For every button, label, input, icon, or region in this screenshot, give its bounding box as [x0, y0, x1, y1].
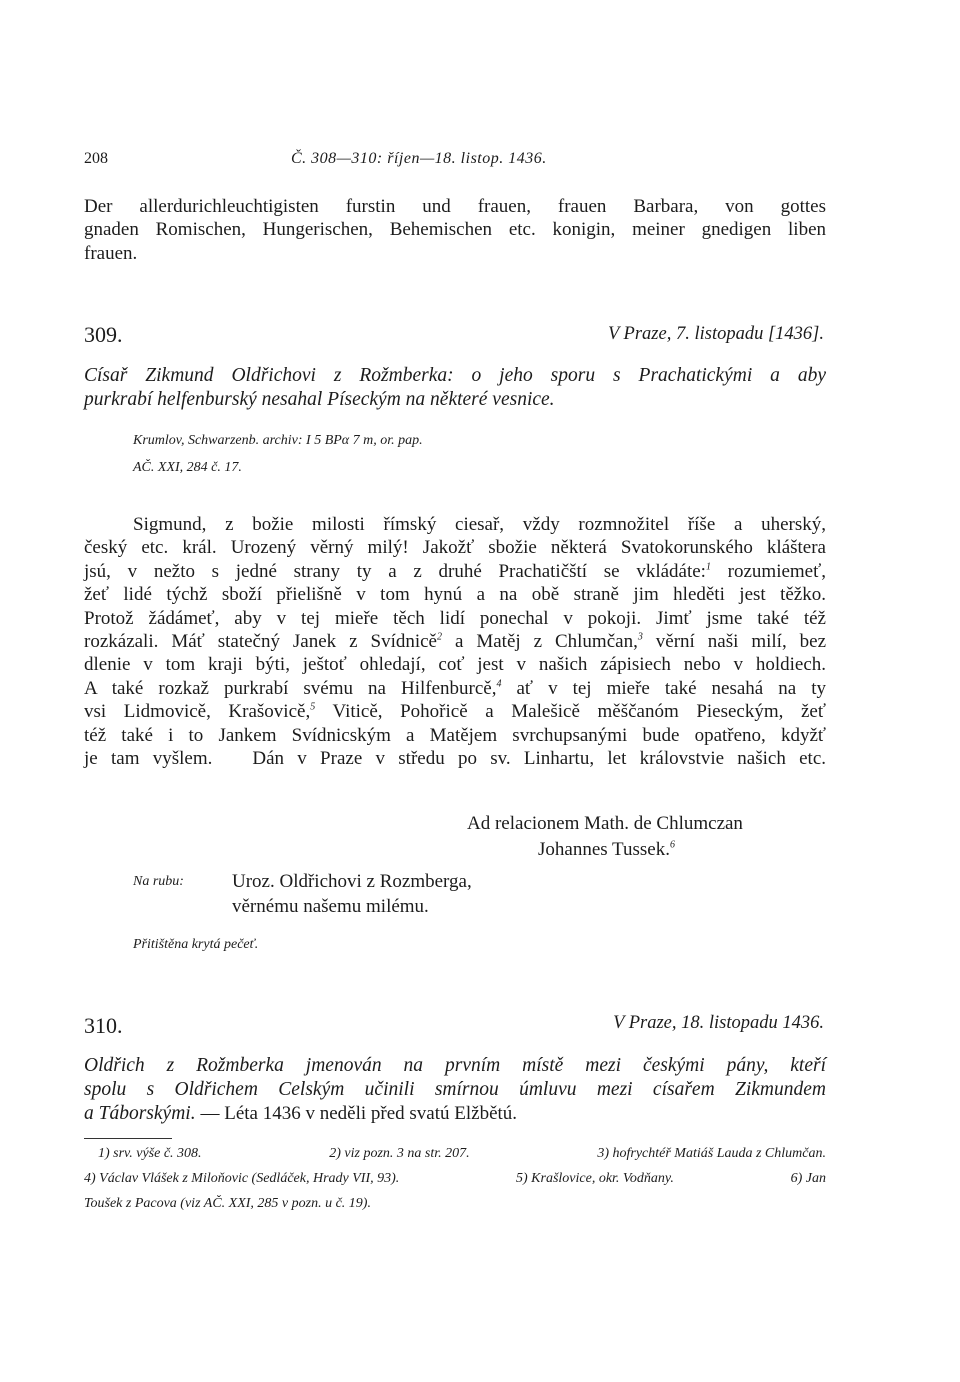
footnote-separator	[84, 1138, 172, 1139]
chancery-note-2	[538, 838, 675, 861]
scribe-name: Johannes Tussek.	[538, 839, 670, 860]
text-line	[84, 700, 826, 723]
text-segment: vsi Lidmovicě, Krašovicě,	[84, 701, 311, 723]
dateline-310: V Praze, 18. listopadu 1436.	[613, 1013, 824, 1033]
text-segment: je tam vyšlem.	[84, 748, 213, 770]
address-line: gnaden Romischen, Hungerischen, Behemischen etc. konigin, meiner gnedigen liben	[84, 219, 826, 241]
text-segment: Viticě, Pohořicě a Malešicě měščanóm Pieseckým, žeť	[332, 701, 826, 723]
text-segment: a Matěj z Chlumčan,	[454, 631, 638, 653]
text-segment: A také rozkaž purkrabí svému na Hilfenburcě,	[84, 677, 497, 699]
footnote-row	[84, 1191, 826, 1216]
verso-address-2: věrnému našemu milému.	[232, 896, 429, 917]
footnote-row	[84, 1166, 826, 1191]
footnote-ref: 6	[669, 839, 675, 851]
regest-310	[84, 1054, 826, 1126]
footnote-ref: 2	[437, 631, 442, 643]
regest-line: purkrabí helfenburský nesahal Píseckým na některé vesnice.	[84, 389, 555, 410]
text-line: dlenie v tom kraji býti, ještoť ohledají, coť jest v našich zápisiech nebo v holdiech.	[84, 654, 826, 676]
footnote-ref: 5	[310, 701, 316, 713]
footnote-6: 6) Jan	[790, 1171, 826, 1186]
text-line	[84, 560, 826, 583]
footnote-ref: 4	[496, 678, 502, 690]
footnote-ref: 1	[705, 561, 711, 573]
seal-note: Přitištěna krytá pečeť.	[133, 937, 259, 952]
running-title: Č. 308—310: říjen—18. listop. 1436.	[291, 150, 547, 167]
prev-letter-address	[84, 195, 826, 265]
footnote-2: 2) viz pozn. 3 na str. 207.	[329, 1146, 470, 1161]
text-line	[84, 747, 826, 770]
document-number-310: 310.	[84, 1013, 123, 1038]
text-line: žeť lidé týchž sboží přielišně v tom hynú a na obě straně jim hleděti jest těžko.	[84, 584, 826, 606]
footnote-3: 3) hofrychtéř Matiáš Lauda z Chlumčan.	[597, 1146, 826, 1161]
regest-line	[84, 1102, 826, 1126]
text-segment: rozkázali. Máť statečný Janek z Svídnicě	[84, 631, 437, 653]
footnote-5: 5) Krašlovice, okr. Vodňany.	[516, 1171, 674, 1186]
footnotes	[84, 1141, 826, 1216]
document-number-309: 309.	[84, 322, 123, 347]
verso-label: Na rubu:	[133, 874, 184, 889]
regest-segment: a Táborskými.	[84, 1103, 196, 1124]
footnote-ref: 3	[637, 631, 643, 643]
archive-source: Krumlov, Schwarzenb. archiv: I 5 BPα 7 m, or. pap.	[133, 433, 423, 448]
footnote-6-cont: Toušek z Pacova (viz AČ. XXI, 285 v pozn. u č. 19).	[84, 1196, 371, 1211]
regest-line: spolu s Oldřichem Celským učinili smírnou úmluvu mezi císařem Zikmundem	[84, 1079, 826, 1100]
text-segment: rozumiemeť,	[727, 560, 826, 582]
verso-address-1: Uroz. Oldřichovi z Rozmberga,	[232, 871, 472, 892]
text-line	[84, 677, 826, 700]
regest-309	[84, 364, 826, 412]
chancery-note-1: Ad relacionem Math. de Chlumczan	[467, 813, 743, 834]
text-line: Sigmund, z božie milosti římský ciesař, vždy rozmnožitel říše a uherský,	[133, 514, 826, 535]
text-line: též také i to Jankem Svídnicským a Matějem svrchupsanými bude opatřeno, kdyžť	[84, 724, 826, 746]
footnote-4: 4) Václav Vlášek z Miloňovic (Sedláček, Hrady VII, 93).	[84, 1171, 400, 1186]
regest-line: Císař Zikmund Oldřichovi z Rožmberka: o jeho sporu s Prachatickými a aby	[84, 365, 826, 386]
regest-line: Oldřich z Rožmberka jmenován na prvním místě mezi českými pány, kteří	[84, 1055, 826, 1076]
text-line: český etc. král. Urozený věrný milý! Jakožť sbožie některá Svatokorunského kláštera	[84, 537, 826, 559]
letter-text-309	[84, 513, 826, 770]
edition-reference: AČ. XXI, 284 č. 17.	[133, 460, 242, 475]
text-segment: věrní naši milí, bez	[655, 631, 827, 653]
text-segment: jsú, v nežto s jedné strany ty a z druhé Prachatičští se vkládáte:	[84, 560, 706, 582]
page-number: 208	[84, 150, 108, 167]
dating-clause: Dán v Praze v středu po sv. Linhartu, let královstvie našich etc.	[252, 748, 826, 770]
text-segment: ať v tej mieře také nesahá na ty	[516, 677, 826, 699]
dateline-309: V Praze, 7. listopadu [1436].	[607, 324, 824, 344]
date-formula: — Léta 1436 v neděli před svatú Elžbětú.	[200, 1103, 518, 1124]
address-line: frauen.	[84, 242, 138, 264]
address-line: Der allerdurichleuchtigisten furstin und frauen, frauen Barbara, von gottes	[84, 196, 826, 217]
text-line: Protož žádámeť, aby v tej mieře těch lidí ponechal v pokoji. Jimť jsme také též	[84, 607, 826, 629]
footnote-row	[84, 1141, 826, 1166]
footnote-1: 1) srv. výše č. 308.	[98, 1146, 202, 1161]
text-line	[84, 630, 826, 653]
